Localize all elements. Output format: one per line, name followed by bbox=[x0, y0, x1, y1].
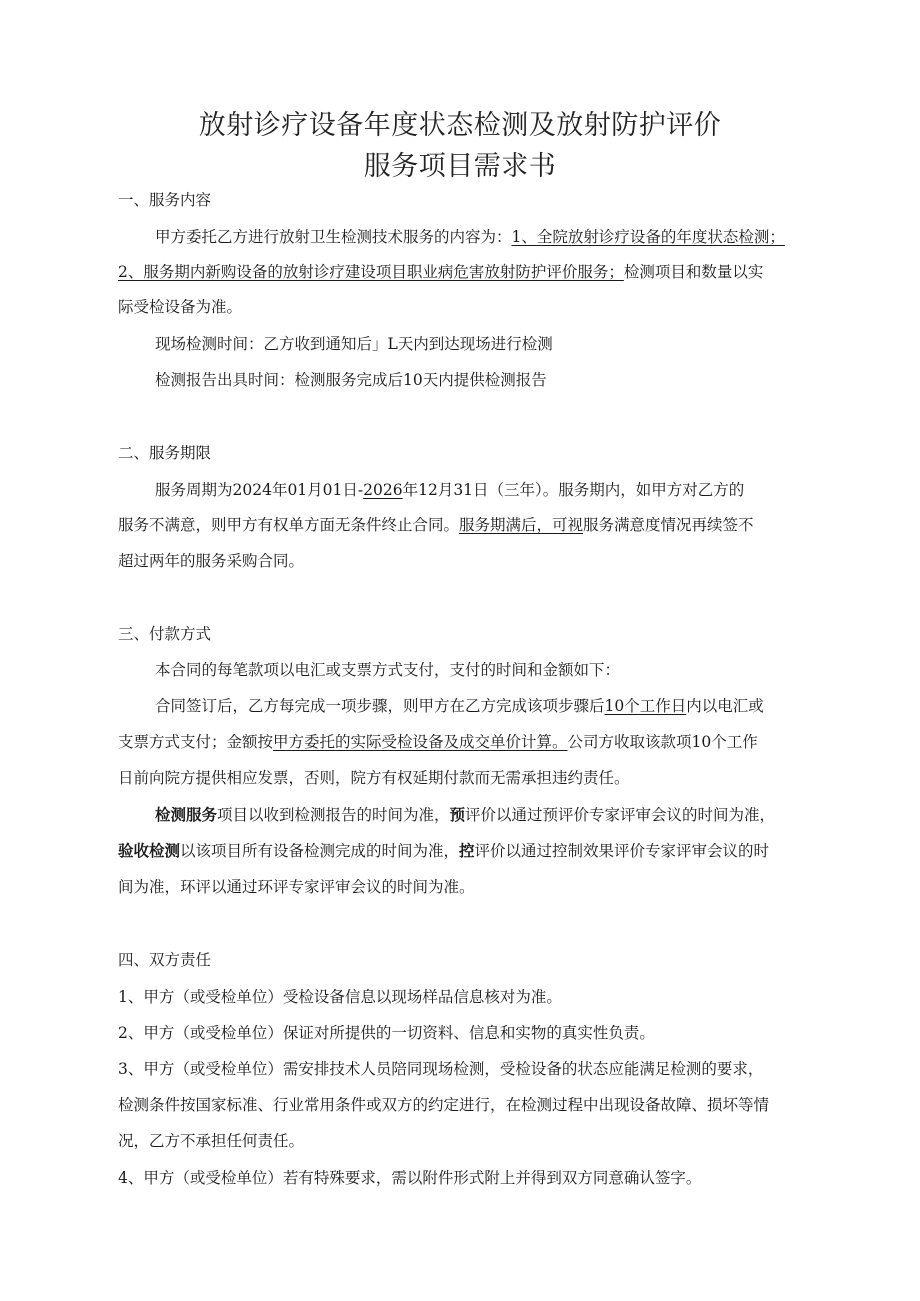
section-1-paragraph-line bbox=[118, 262, 763, 282]
text-run: 检测项目和数量以实 bbox=[623, 263, 764, 281]
text-run: 合同签订后，乙方每完成一项步骤，则甲方在乙方完成该项步骤后 bbox=[155, 697, 605, 715]
underlined-text: 2、服务期内新购设备的放射诊疗建设项目职业病危害放射防护评价服务； bbox=[118, 263, 624, 281]
underlined-text: 2026 bbox=[363, 481, 403, 499]
responsibility-item-3-continued: 况，乙方不承担任何责任。 bbox=[118, 1132, 305, 1150]
section-2-paragraph-line: 超过两年的服务采购合同。 bbox=[118, 552, 305, 570]
section-3-paragraph-line bbox=[155, 805, 775, 825]
document-title-line-2: 服务项目需求书 bbox=[363, 151, 557, 182]
section-3-paragraph-line bbox=[118, 841, 769, 861]
text-run: 服务周期为2024年01月01日- bbox=[155, 481, 364, 499]
underlined-text: 10个工作日 bbox=[604, 697, 687, 715]
underlined-text: 甲方委托的实际受检设备及成交单价计算。 bbox=[273, 733, 568, 751]
section-2-heading: 二、服务期限 bbox=[118, 444, 212, 462]
bold-text: 验收检测 bbox=[118, 841, 181, 860]
section-1-heading: 一、服务内容 bbox=[118, 191, 212, 209]
text-run: 服务满意度情况再续签不 bbox=[583, 516, 754, 534]
responsibility-item-1: 1、甲方（或受检单位）受检设备信息以现场样品信息核对为准。 bbox=[118, 988, 562, 1006]
bold-text: 检测服务 bbox=[155, 805, 218, 824]
section-2-paragraph-line bbox=[155, 480, 744, 500]
text-run: 评价以通过控制效果评价专家评审会议的时 bbox=[474, 842, 770, 860]
text-run: 以该项目所有设备检测完成的时间为准， bbox=[180, 842, 460, 860]
report-issue-time: 检测报告出具时间：检测服务完成后10天内提供检测报告 bbox=[155, 371, 547, 389]
text-run: 内以电汇或 bbox=[686, 697, 764, 715]
section-3-heading: 三、付款方式 bbox=[118, 625, 212, 643]
bold-text: 控 bbox=[459, 841, 475, 860]
document-title-line-1: 放射诊疗设备年度状态检测及放射防护评价 bbox=[198, 110, 722, 141]
responsibility-item-3: 3、甲方（或受检单位）需安排技术人员陪同现场检测，受检设备的状态应能满足检测的要求， bbox=[118, 1060, 764, 1078]
section-1-paragraph-line: 际受检设备为准。 bbox=[118, 298, 243, 316]
responsibility-item-4: 4、甲方（或受检单位）若有特殊要求，需以附件形式附上并得到双方同意确认签字。 bbox=[118, 1169, 702, 1187]
text-run: 评价以通过预评价专家评审会议的时间为准， bbox=[465, 806, 776, 824]
section-2-paragraph-line bbox=[118, 515, 754, 535]
text-run: 公司方收取该款项10个工作 bbox=[567, 733, 758, 751]
underlined-text: 服务期满后，可视 bbox=[459, 516, 584, 534]
onsite-inspection-time: 现场检测时间：乙方收到通知后」L天内到达现场进行检测 bbox=[155, 335, 553, 353]
text-run: 项目以收到检测报告的时间为准， bbox=[217, 806, 450, 824]
text-run: 服务不满意，则甲方有权单方面无条件终止合同。 bbox=[118, 516, 460, 534]
section-3-paragraph-line: 本合同的每笔款项以电汇或支票方式支付，支付的时间和金额如下： bbox=[155, 661, 621, 679]
section-3-paragraph-line: 日前向院方提供相应发票，否则，院方有权延期付款而无需承担违约责任。 bbox=[118, 769, 630, 787]
bold-text: 预 bbox=[449, 805, 466, 824]
section-3-paragraph-line bbox=[118, 732, 758, 752]
text-run: 甲方委托乙方进行放射卫生检测技术服务的内容为： bbox=[155, 228, 512, 246]
responsibility-item-2: 2、甲方（或受检单位）保证对所提供的一切资料、信息和实物的真实性负责。 bbox=[118, 1024, 655, 1042]
responsibility-item-3-continued: 检测条件按国家标准、行业常用条件或双方的约定进行，在检测过程中出现设备故障、损坏等情 bbox=[118, 1096, 770, 1114]
section-3-paragraph-line: 间为准，环评以通过环评专家评审会议的时间为准。 bbox=[118, 878, 475, 896]
section-1-paragraph-line bbox=[155, 227, 785, 247]
text-run: 年12月31日（三年）。服务期内，如甲方对乙方的 bbox=[402, 481, 745, 499]
section-3-paragraph-line bbox=[155, 696, 764, 716]
underlined-text: 1、全院放射诊疗设备的年度状态检测； bbox=[511, 228, 785, 246]
text-run: 支票方式支付；金额按 bbox=[118, 733, 274, 751]
section-4-heading: 四、双方责任 bbox=[118, 951, 212, 969]
